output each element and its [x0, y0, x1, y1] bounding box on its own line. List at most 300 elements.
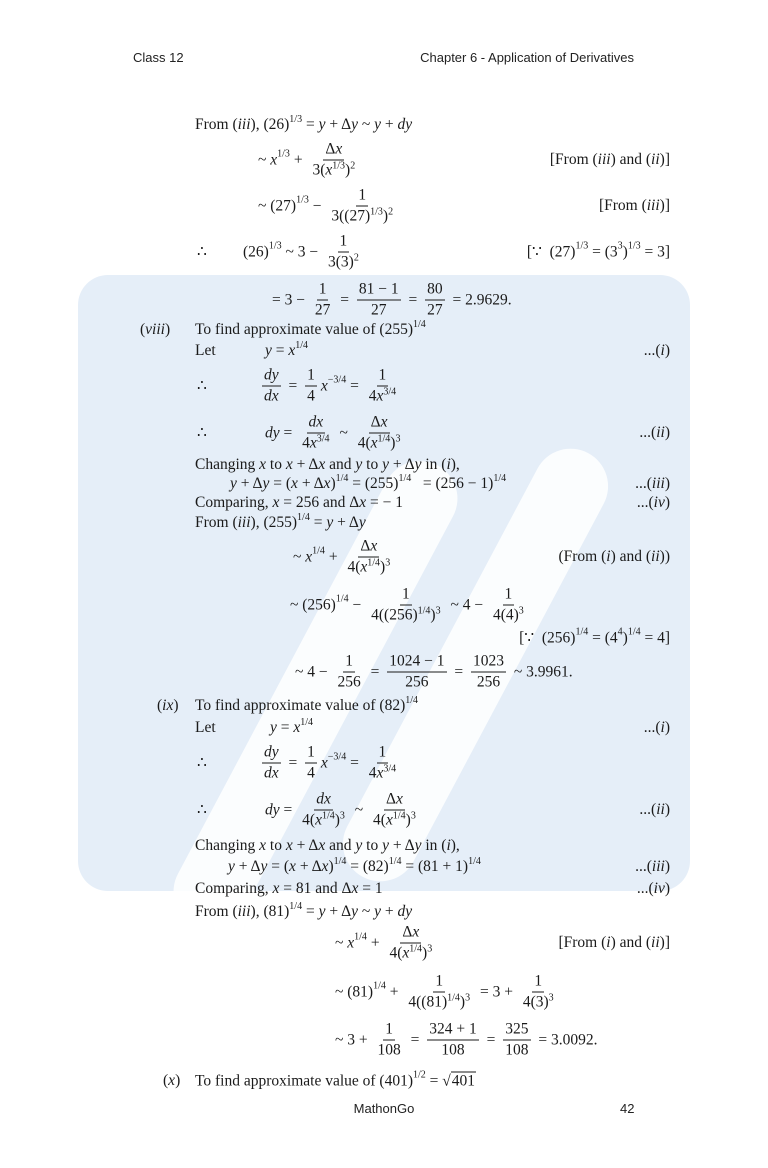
- fraction-numerator: [471, 653, 506, 673]
- math-variable: y: [355, 837, 363, 854]
- let-label: [195, 719, 216, 737]
- fraction-denominator: [300, 434, 331, 453]
- math-text: and: [325, 837, 356, 854]
- math-superscript: 1/4: [575, 626, 589, 638]
- math-superscript: 3/4: [383, 386, 397, 398]
- math-text: 27: [314, 301, 331, 319]
- math-superscript: 1/4: [335, 593, 349, 605]
- radicand: 401: [451, 1072, 476, 1090]
- fraction-denominator: [371, 811, 418, 830]
- math-text: ...(: [639, 424, 657, 441]
- math-fraction: [336, 653, 363, 692]
- math-fraction: [521, 973, 556, 1012]
- math-text: ): [664, 858, 670, 875]
- math-text: ): [164, 321, 171, 338]
- math-text: −: [308, 197, 326, 214]
- math-text: ~: [293, 548, 306, 565]
- math-variable: y: [228, 858, 235, 875]
- part-heading: [195, 694, 419, 715]
- math-line: [270, 716, 314, 737]
- math-variable: dx: [316, 790, 331, 808]
- fraction-denominator: [475, 673, 502, 692]
- fraction-denominator: [300, 811, 347, 830]
- math-text: = 4]: [640, 629, 670, 646]
- math-superscript: −3/4: [327, 374, 347, 386]
- math-text: =: [482, 1031, 500, 1048]
- equation-note: [519, 626, 670, 648]
- math-variable: y: [326, 514, 334, 531]
- page-number: 42: [620, 1101, 635, 1116]
- math-text: Δ: [360, 537, 371, 555]
- math-fraction: [371, 791, 418, 830]
- math-text: [From (: [558, 934, 607, 951]
- math-text: 3(3): [328, 253, 354, 271]
- fraction-denominator: [369, 301, 389, 320]
- math-text: =: [406, 1031, 424, 1048]
- math-variable: y: [230, 475, 237, 492]
- math-text: 325: [505, 1020, 529, 1038]
- math-text: ...(: [635, 475, 652, 492]
- math-line: [295, 653, 573, 692]
- math-superscript: 3: [518, 605, 524, 617]
- math-text: (: [157, 697, 163, 714]
- math-line: [293, 538, 396, 577]
- math-variable: y: [318, 116, 326, 133]
- math-superscript: 1/4: [468, 855, 481, 867]
- math-fraction: [369, 586, 442, 625]
- math-text: ~: [335, 934, 348, 951]
- equation-number: [644, 342, 670, 360]
- math-text: ~: [357, 903, 375, 920]
- math-variable: x: [325, 161, 333, 179]
- math-text: =: [284, 754, 302, 771]
- math-text: ): [664, 342, 670, 359]
- math-text: + Δ: [236, 475, 263, 492]
- math-text: = (256 − 1): [411, 475, 494, 492]
- fraction-numerator: [262, 367, 281, 387]
- math-variable: x: [370, 537, 378, 555]
- fraction-denominator: [262, 764, 281, 783]
- math-variable: dy: [264, 743, 279, 761]
- math-variable: i: [606, 934, 611, 951]
- fraction-denominator: [326, 253, 361, 272]
- math-variable: dy: [397, 116, 413, 133]
- math-variable: dx: [264, 764, 279, 782]
- radical-sign-icon: √: [442, 1072, 451, 1090]
- math-line: [230, 472, 507, 493]
- math-text: ): [328, 858, 334, 875]
- math-superscript: 1/4: [627, 626, 641, 638]
- math-text: ),: [450, 837, 460, 854]
- part-number: [163, 1072, 180, 1090]
- math-superscript: 4: [617, 626, 623, 638]
- math-text: Comparing,: [195, 880, 273, 897]
- math-variable: iv: [653, 880, 665, 897]
- equation-number: [635, 475, 670, 493]
- math-text: + Δ: [333, 514, 359, 531]
- math-text: = 1: [358, 880, 383, 897]
- math-text: 256: [476, 673, 501, 691]
- fraction-numerator: [358, 538, 379, 558]
- math-variable: x: [272, 494, 280, 511]
- math-variable: x: [370, 434, 378, 452]
- math-superscript: 3/4: [383, 763, 397, 775]
- math-superscript: 1/4: [333, 855, 347, 867]
- math-text: =: [302, 903, 319, 920]
- math-text: 108: [377, 1041, 401, 1059]
- math-text: ...(: [643, 342, 661, 359]
- equation-note: [550, 151, 670, 169]
- math-fraction: [427, 1021, 479, 1060]
- math-text: 1: [504, 585, 513, 603]
- math-text: + Δ: [234, 858, 261, 875]
- math-superscript: 3: [427, 943, 433, 955]
- math-text: Changing: [195, 837, 260, 854]
- footer-brand: MathonGo: [353, 1101, 415, 1116]
- math-text: + Δ: [388, 456, 415, 473]
- fraction-numerator: [387, 653, 446, 673]
- equation-number: [637, 880, 670, 898]
- fraction-numerator: [305, 367, 317, 387]
- math-text: to: [266, 837, 286, 854]
- math-superscript: 1/4: [409, 943, 423, 955]
- therefore-symbol: [197, 377, 207, 396]
- fraction-numerator: [400, 924, 421, 944]
- fraction-numerator: [427, 1021, 479, 1041]
- math-text: ): [459, 993, 466, 1011]
- math-text: From (: [195, 514, 238, 531]
- math-variable: iv: [653, 494, 665, 511]
- math-text: Let: [195, 342, 216, 359]
- math-line: [335, 1021, 598, 1060]
- fraction-denominator: [376, 1041, 403, 1060]
- math-text: = (255): [348, 475, 399, 492]
- math-text: = 3]: [640, 243, 670, 260]
- let-label: [195, 342, 216, 360]
- fraction-numerator: [356, 187, 368, 207]
- math-text: ~ 4 −: [446, 596, 487, 613]
- math-variable: y: [358, 514, 366, 531]
- math-variable: i: [660, 719, 665, 736]
- therefore-symbol: [197, 754, 207, 773]
- math-text: + Δ: [325, 903, 352, 920]
- math-text: =: [450, 663, 468, 680]
- math-variable: viii: [145, 321, 165, 338]
- math-variable: y: [382, 837, 389, 854]
- fraction-denominator: [305, 387, 317, 406]
- math-variable: x: [380, 413, 388, 431]
- math-superscript: 1/3: [370, 206, 383, 218]
- math-text: 4((81): [408, 993, 448, 1011]
- math-variable: y: [318, 903, 326, 920]
- math-superscript: 2: [388, 206, 394, 218]
- math-variable: dy: [397, 903, 413, 920]
- math-variable: x: [395, 790, 403, 808]
- math-line: [195, 900, 413, 921]
- math-text: 1: [385, 1020, 394, 1038]
- math-fraction: [367, 367, 398, 406]
- math-text: 4(: [357, 434, 371, 452]
- math-variable: y: [414, 456, 422, 473]
- math-variable: x: [321, 858, 329, 875]
- math-variable: dy: [265, 424, 280, 441]
- math-text: in (: [421, 456, 447, 473]
- math-text: 4: [368, 764, 377, 782]
- math-text: +: [381, 116, 398, 133]
- math-text: = 81 and Δ: [279, 880, 352, 897]
- math-fraction: [376, 1021, 403, 1060]
- math-variable: iii: [651, 475, 665, 492]
- math-superscript: −3/4: [327, 751, 347, 763]
- math-superscript: 1/4: [367, 557, 381, 569]
- math-text: 1: [307, 366, 315, 384]
- math-variable: y: [355, 456, 363, 473]
- fraction-numerator: [433, 973, 445, 993]
- math-text: 1: [435, 972, 444, 990]
- math-variable: y: [270, 719, 277, 736]
- fraction-numerator: [369, 414, 390, 434]
- math-variable: iii: [237, 514, 251, 531]
- math-variable: x: [320, 377, 328, 394]
- math-text: ): [664, 424, 670, 441]
- math-line: [258, 187, 399, 226]
- math-line: [228, 855, 481, 876]
- math-text: = (: [267, 858, 290, 875]
- math-text: +: [366, 934, 384, 951]
- math-text: 4(: [347, 558, 361, 576]
- fraction-numerator: [305, 744, 317, 764]
- math-text: ~ 3 +: [335, 1031, 372, 1048]
- math-line: [195, 494, 403, 512]
- math-line: [195, 511, 366, 532]
- math-variable: x: [270, 151, 278, 168]
- fraction-denominator: [439, 1041, 466, 1060]
- math-variable: x: [376, 387, 384, 405]
- math-text: 1: [345, 652, 354, 670]
- fraction-denominator: [425, 301, 445, 320]
- math-text: ~: [258, 151, 271, 168]
- math-variable: x: [335, 140, 343, 158]
- math-superscript: 3: [548, 992, 554, 1004]
- math-variable: y: [351, 903, 358, 920]
- math-text: ~ 3 −: [281, 243, 322, 260]
- math-text: =: [309, 514, 327, 531]
- math-line: [243, 233, 365, 272]
- math-line: [265, 414, 406, 453]
- math-variable: x: [347, 934, 355, 951]
- math-text: ): [173, 697, 179, 714]
- math-text: ): [382, 207, 389, 225]
- math-fraction: [491, 586, 526, 625]
- math-line: [265, 791, 422, 830]
- math-superscript: 3: [395, 433, 401, 445]
- math-variable: i: [446, 456, 451, 473]
- math-line: [258, 367, 402, 406]
- math-text: ), (26): [250, 116, 290, 133]
- math-variable: x: [293, 719, 301, 736]
- math-line: [335, 973, 560, 1012]
- math-text: +: [385, 983, 403, 1000]
- math-fraction: [326, 233, 361, 272]
- math-superscript: 1/2: [413, 1069, 426, 1081]
- math-text: to: [362, 456, 383, 473]
- math-variable: x: [259, 456, 267, 473]
- math-fraction: [367, 744, 398, 783]
- math-text: ...(: [635, 858, 652, 875]
- fraction-denominator: [369, 606, 442, 625]
- math-text: ): [664, 719, 670, 736]
- math-text: 1: [318, 280, 327, 298]
- math-fraction: [387, 653, 446, 692]
- math-line: [195, 456, 460, 474]
- part-number: [140, 321, 170, 339]
- math-text: ~ (27): [258, 197, 297, 214]
- fraction-denominator: [367, 764, 398, 783]
- math-text: + Δ: [292, 837, 319, 854]
- math-variable: y: [374, 116, 381, 133]
- math-text: ∴: [197, 377, 207, 395]
- fraction-numerator: [338, 233, 350, 253]
- equation-number: [637, 494, 670, 512]
- math-text: ): [664, 475, 670, 492]
- math-variable: ix: [162, 697, 174, 714]
- math-superscript: 1/4: [377, 433, 391, 445]
- math-superscript: 1/3: [268, 240, 282, 252]
- math-variable: iii: [237, 903, 251, 920]
- math-superscript: 3: [435, 605, 441, 617]
- math-text: ∴: [197, 424, 207, 442]
- math-text: + Δ: [388, 837, 415, 854]
- math-text: =: [284, 377, 302, 394]
- math-variable: x: [376, 764, 384, 782]
- math-superscript: 3: [410, 810, 416, 822]
- math-text: Δ: [370, 413, 381, 431]
- math-text: ): [175, 1072, 181, 1089]
- therefore-symbol: [197, 424, 207, 443]
- math-fraction: [329, 187, 395, 226]
- math-superscript: 1/3: [575, 240, 589, 252]
- math-variable: x: [305, 548, 313, 565]
- math-text: 4(: [389, 944, 403, 962]
- math-variable: y: [382, 456, 389, 473]
- math-text: ),: [450, 456, 460, 473]
- math-text: 3((27): [331, 207, 371, 225]
- math-text: 4(: [302, 811, 316, 829]
- math-text: [∵ (27): [526, 243, 576, 261]
- math-text: = (82): [346, 858, 389, 875]
- math-text: From (: [195, 903, 238, 920]
- math-superscript: 1/4: [300, 716, 314, 728]
- math-text: 108: [505, 1041, 529, 1059]
- math-variable: x: [351, 880, 359, 897]
- math-variable: x: [360, 558, 368, 576]
- math-variable: y: [351, 116, 358, 133]
- math-text: Let: [195, 719, 216, 736]
- math-text: +: [289, 151, 307, 168]
- math-superscript: 3: [617, 240, 623, 252]
- math-text: 1024 − 1: [389, 652, 445, 670]
- fraction-denominator: [313, 301, 333, 320]
- fraction-denominator: [329, 207, 395, 226]
- math-text: ): [664, 880, 670, 897]
- math-text: 80: [427, 280, 443, 298]
- math-variable: x: [323, 475, 331, 492]
- math-square-root: [442, 1072, 476, 1091]
- math-text: ~ (256): [290, 596, 336, 613]
- math-text: ) and (: [610, 548, 652, 565]
- math-fraction: [300, 791, 347, 830]
- math-fraction: [345, 538, 392, 577]
- math-superscript: 3/4: [316, 433, 330, 445]
- math-superscript: 3: [385, 557, 391, 569]
- math-text: ): [390, 434, 396, 452]
- math-fraction: [300, 414, 331, 453]
- math-variable: x: [315, 811, 322, 829]
- fraction-denominator: [262, 387, 281, 406]
- header-chapter: Chapter 6 - Application of Derivatives: [420, 50, 634, 65]
- math-text: ): [622, 629, 628, 646]
- math-text: 1: [378, 366, 387, 384]
- math-variable: dx: [264, 387, 279, 405]
- math-variable: ii: [656, 424, 665, 441]
- fraction-denominator: [387, 944, 434, 963]
- math-fraction: [262, 367, 281, 406]
- math-text: ...(: [636, 880, 654, 897]
- math-text: = 256 and Δ: [279, 494, 360, 511]
- math-fraction: [503, 1021, 530, 1060]
- equation-note: [599, 197, 670, 215]
- fraction-numerator: [383, 1021, 395, 1041]
- fraction-numerator: [503, 1021, 530, 1041]
- fraction-denominator: [491, 606, 526, 625]
- fraction-numerator: [400, 586, 412, 606]
- math-text: =: [346, 754, 363, 771]
- math-text: ): [622, 243, 628, 260]
- math-superscript: 1/4: [354, 931, 367, 943]
- math-text: To find approximate value of (255): [195, 321, 413, 338]
- math-superscript: 1/3: [277, 148, 290, 160]
- math-text: 1: [358, 186, 367, 204]
- math-text: 1: [378, 743, 387, 761]
- math-variable: x: [412, 923, 420, 941]
- math-text: = 3 −: [272, 291, 309, 308]
- math-text: 1: [339, 232, 348, 250]
- math-text: + Δ: [295, 858, 322, 875]
- math-text: Changing: [195, 456, 260, 473]
- math-variable: x: [320, 754, 328, 771]
- math-text: and: [325, 456, 356, 473]
- math-text: =: [404, 291, 422, 308]
- math-text: =: [346, 377, 363, 394]
- math-text: )]: [659, 151, 670, 168]
- fraction-numerator: [343, 653, 355, 673]
- math-variable: i: [446, 837, 451, 854]
- math-text: To find approximate value of (401): [195, 1072, 413, 1089]
- math-text: 4(4): [492, 606, 519, 624]
- math-text: ∴: [197, 801, 207, 819]
- math-variable: x: [272, 880, 280, 897]
- math-variable: x: [318, 837, 326, 854]
- math-text: (: [140, 321, 146, 338]
- fraction-numerator: [357, 281, 401, 301]
- math-variable: i: [660, 342, 665, 359]
- math-text: 4: [307, 387, 315, 405]
- math-line: [195, 837, 460, 855]
- fraction-denominator: [367, 387, 398, 406]
- math-text: 4: [307, 764, 315, 782]
- math-fraction: [305, 744, 317, 783]
- fraction-numerator: [503, 586, 515, 606]
